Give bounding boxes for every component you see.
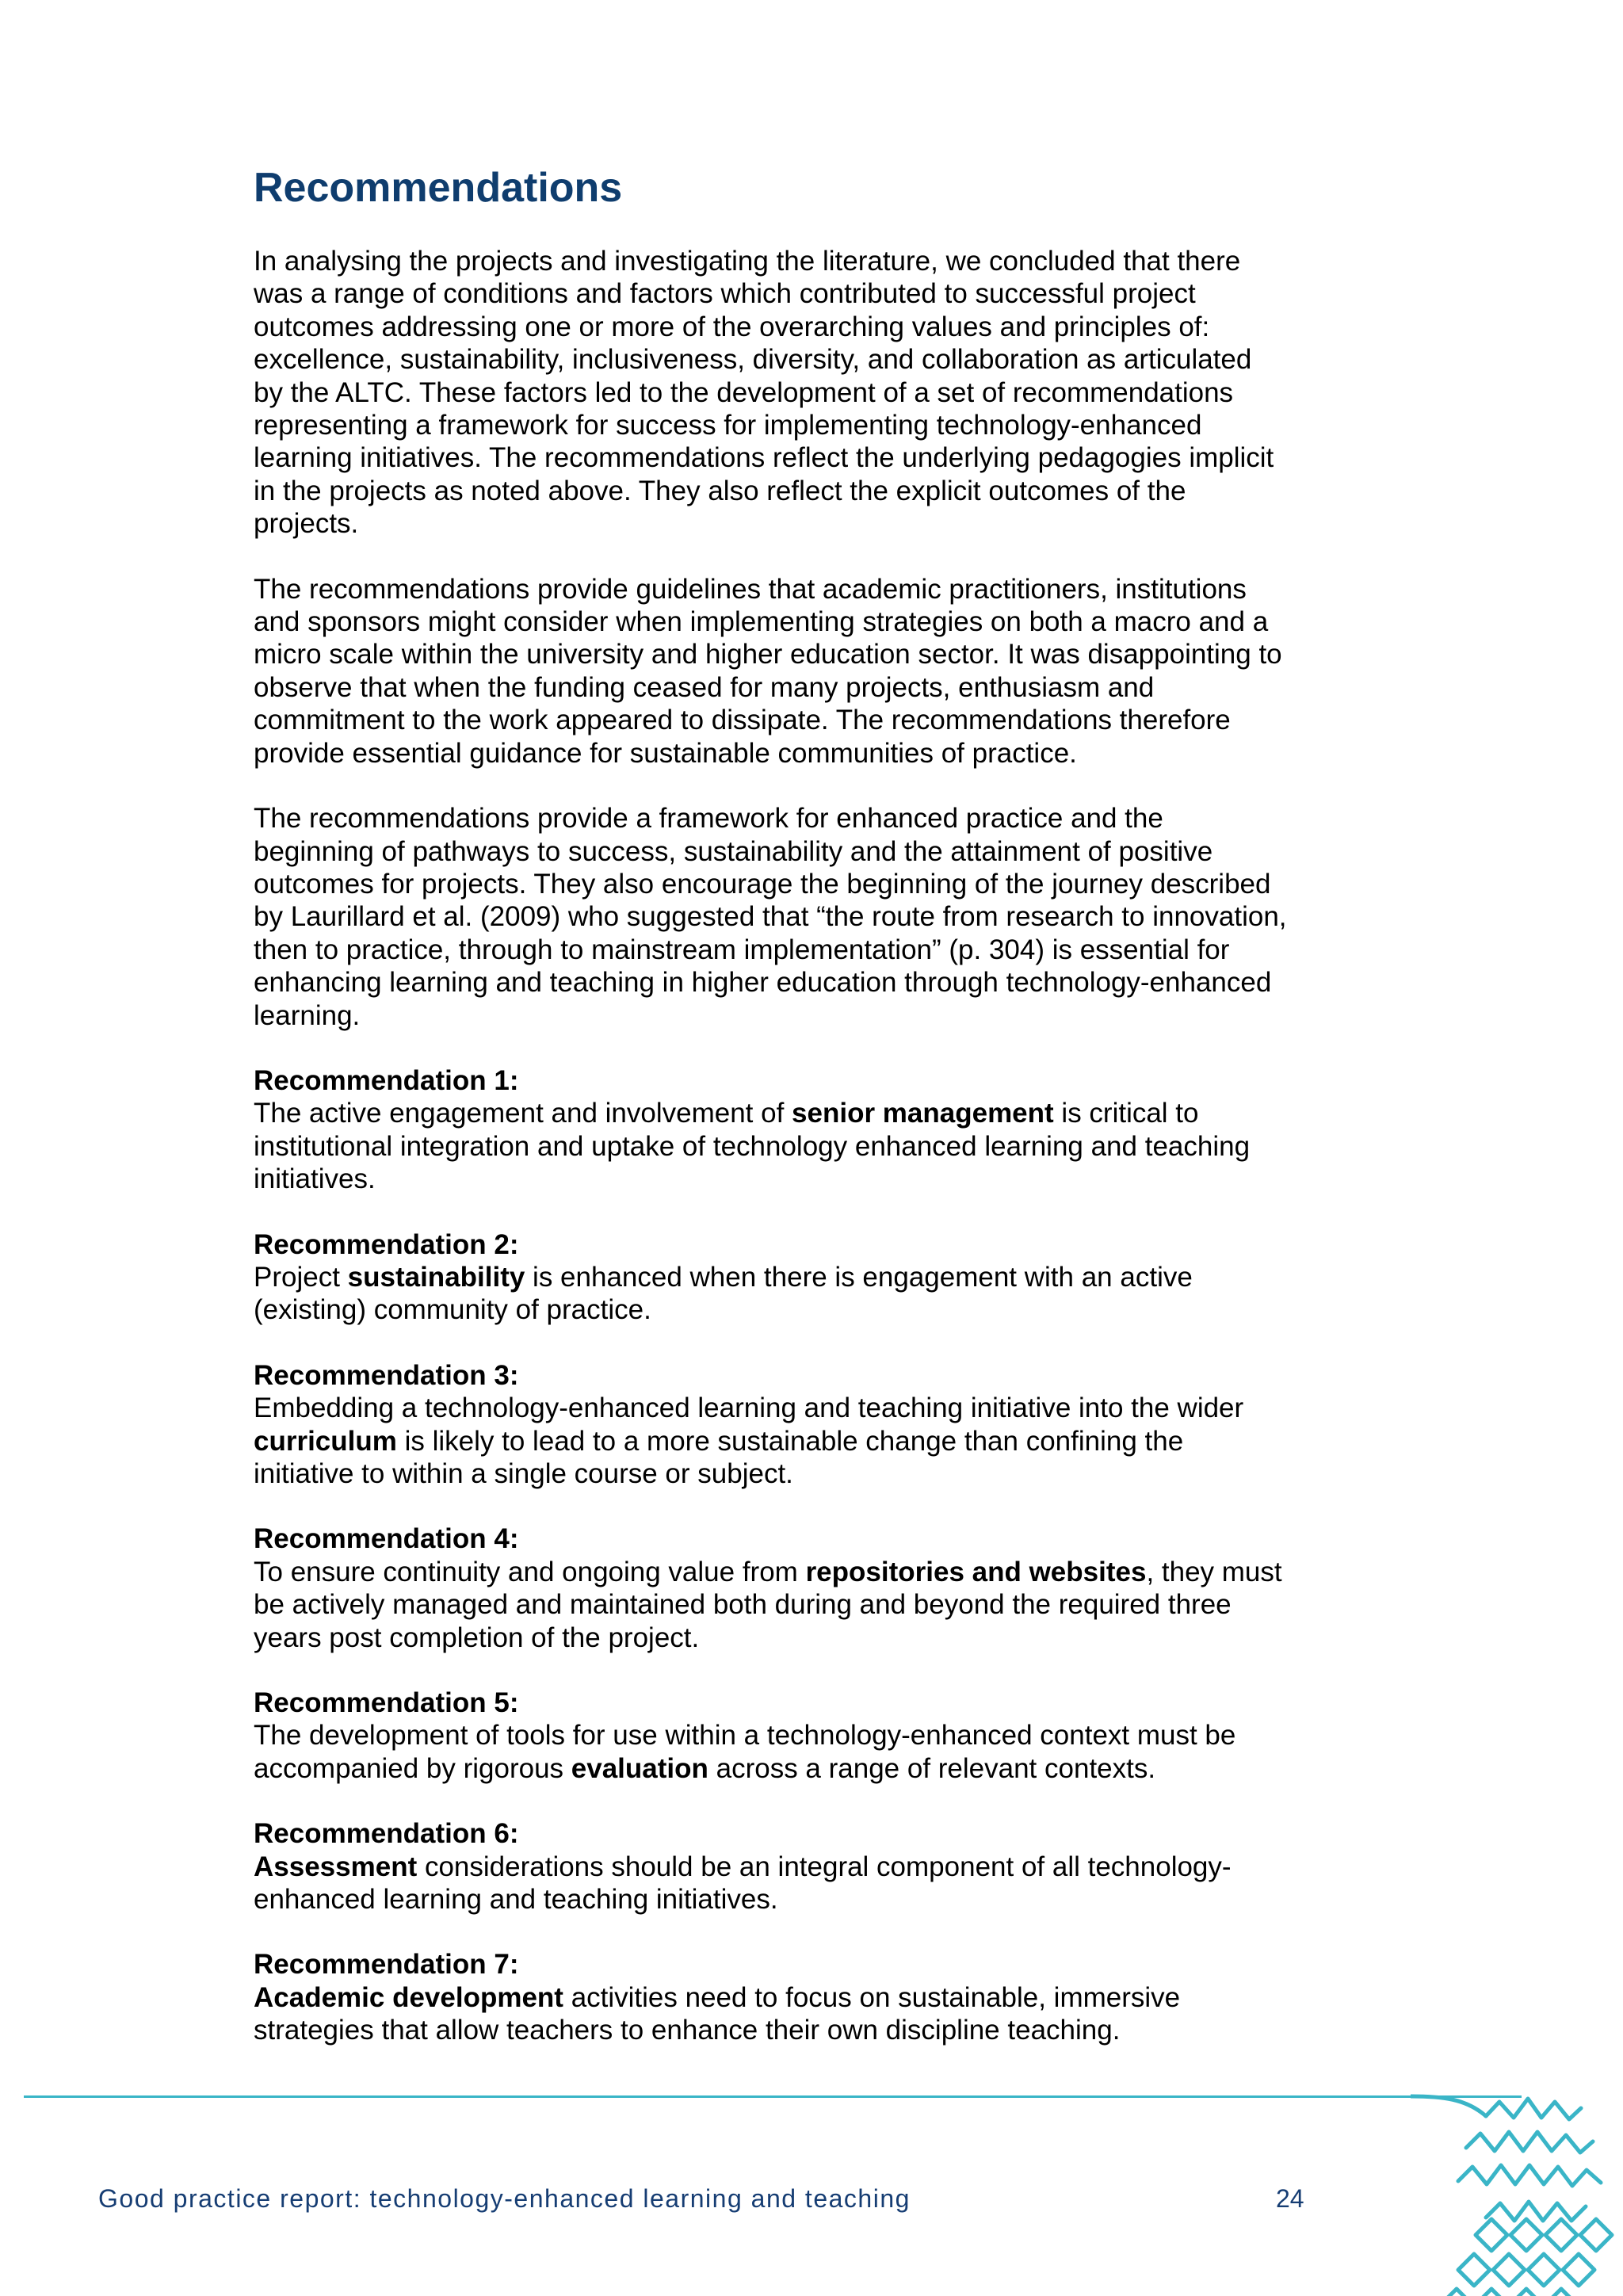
recommendation-2 bbox=[254, 1228, 1379, 1327]
recommendation-text-after: considerations should be an integral component of all technology- enhanced learning and teaching initiatives. bbox=[254, 1851, 1232, 1916]
page-title: Recommendations bbox=[254, 165, 623, 211]
footer-divider bbox=[24, 2095, 1522, 2098]
recommendation-heading: Recommendation 2: bbox=[254, 1228, 519, 1260]
recommendation-heading: Recommendation 4: bbox=[254, 1523, 519, 1555]
recommendation-7 bbox=[254, 1948, 1379, 2046]
recommendation-text-after: activities need to focus on sustainable, immersive strategies that allow teachers to enhance their own discipline teaching. bbox=[254, 1981, 1181, 2046]
recommendation-keyword: curriculum bbox=[254, 1425, 397, 1457]
recommendation-text-after: , they must be actively managed and maintained both during and beyond the required three years post completion of the project. bbox=[254, 1556, 1282, 1653]
wave-diamond-pattern-icon bbox=[1411, 2084, 1623, 2296]
recommendation-1 bbox=[254, 1064, 1379, 1196]
recommendation-text bbox=[254, 1392, 1243, 1489]
recommendation-6 bbox=[254, 1817, 1379, 1916]
recommendation-text bbox=[254, 1720, 1235, 1783]
recommendation-text-after: across a range of relevant contexts. bbox=[708, 1752, 1156, 1784]
page-number: 24 bbox=[1276, 2184, 1304, 2213]
recommendation-text bbox=[254, 1098, 1250, 1194]
recommendation-heading: Recommendation 3: bbox=[254, 1359, 519, 1391]
footer-report-title: Good practice report: technology-enhanced learning and teaching bbox=[98, 2184, 911, 2213]
recommendation-keyword: Assessment bbox=[254, 1851, 418, 1882]
recommendation-text bbox=[254, 1982, 1180, 2046]
recommendation-heading: Recommendation 5: bbox=[254, 1687, 519, 1719]
recommendation-text-after: is likely to lead to a more sustainable change than confining the initiative to within a single course or subject. bbox=[254, 1425, 1184, 1489]
recommendation-text-after: is critical to institutional integration and uptake of technology enhanced learning and teaching initiatives. bbox=[254, 1098, 1251, 1195]
recommendation-text-before: The active engagement and involvement of bbox=[254, 1098, 792, 1129]
recommendation-heading: Recommendation 7: bbox=[254, 1949, 519, 1981]
recommendation-keyword: repositories and websites bbox=[805, 1556, 1147, 1587]
document-body bbox=[254, 162, 1379, 2080]
recommendation-3 bbox=[254, 1359, 1379, 1491]
recommendation-heading: Recommendation 6: bbox=[254, 1818, 519, 1850]
recommendation-heading: Recommendation 1: bbox=[254, 1064, 519, 1096]
recommendation-text bbox=[254, 1851, 1232, 1915]
recommendation-text-after: is enhanced when there is engagement with an active (existing) community of practice. bbox=[254, 1261, 1193, 1326]
intro-paragraph-1: In analysing the projects and investigating the literature, we concluded that there was a range of conditions and factors which contributed to successful project outcomes addressing one or more of the overarching values and principles of: excellence, sustainability, inclusiveness, diversity, and collaboration as articulated by the ALTC. These factors led to the development of a set of recommendations representing a framework for success for implementing technology-enhanced learning initiatives. The recommendations reflect the underlying pedagogies implicit in the projects as noted above. They also reflect the explicit outcomes of the projects. bbox=[254, 246, 1274, 540]
recommendation-keyword: senior management bbox=[792, 1098, 1054, 1129]
intro-paragraph-2: The recommendations provide guidelines that academic practitioners, institutions and sponsors might consider when implementing strategies on both a macro and a micro scale within the university and higher education sector. It was disappointing to observe that when the funding ceased for many projects, enthusiasm and commitment to the work appeared to dissipate. The recommendations therefore provide essential guidance for sustainable communities of practice. bbox=[254, 573, 1282, 769]
recommendation-text-before: Project bbox=[254, 1261, 348, 1293]
recommendation-keyword: evaluation bbox=[571, 1752, 708, 1784]
recommendation-text bbox=[254, 1262, 1193, 1325]
recommendation-text-before: To ensure continuity and ongoing value from bbox=[254, 1556, 806, 1587]
recommendation-4 bbox=[254, 1522, 1379, 1654]
intro-paragraph-3: The recommendations provide a framework for enhanced practice and the beginning of pathways to success, sustainability and the attainment of positive outcomes for projects. They also encourage the beginning of the journey described by Laurillard et al. (2009) who suggested that “the route from research to innovation, then to practice, through to mainstream implementation” (p. 304) is essential for enhancing learning and teaching in higher education through technology-enhanced learning. bbox=[254, 803, 1287, 1031]
recommendation-text-before: Embedding a technology-enhanced learning and teaching initiative into the wider bbox=[254, 1392, 1244, 1424]
recommendation-5 bbox=[254, 1687, 1379, 1785]
recommendation-text bbox=[254, 1557, 1282, 1653]
recommendation-text-before: The development of tools for use within a technology-enhanced context must be accompanied by rigorous bbox=[254, 1720, 1236, 1784]
recommendation-keyword: sustainability bbox=[347, 1261, 525, 1293]
recommendation-keyword: Academic development bbox=[254, 1981, 563, 2013]
